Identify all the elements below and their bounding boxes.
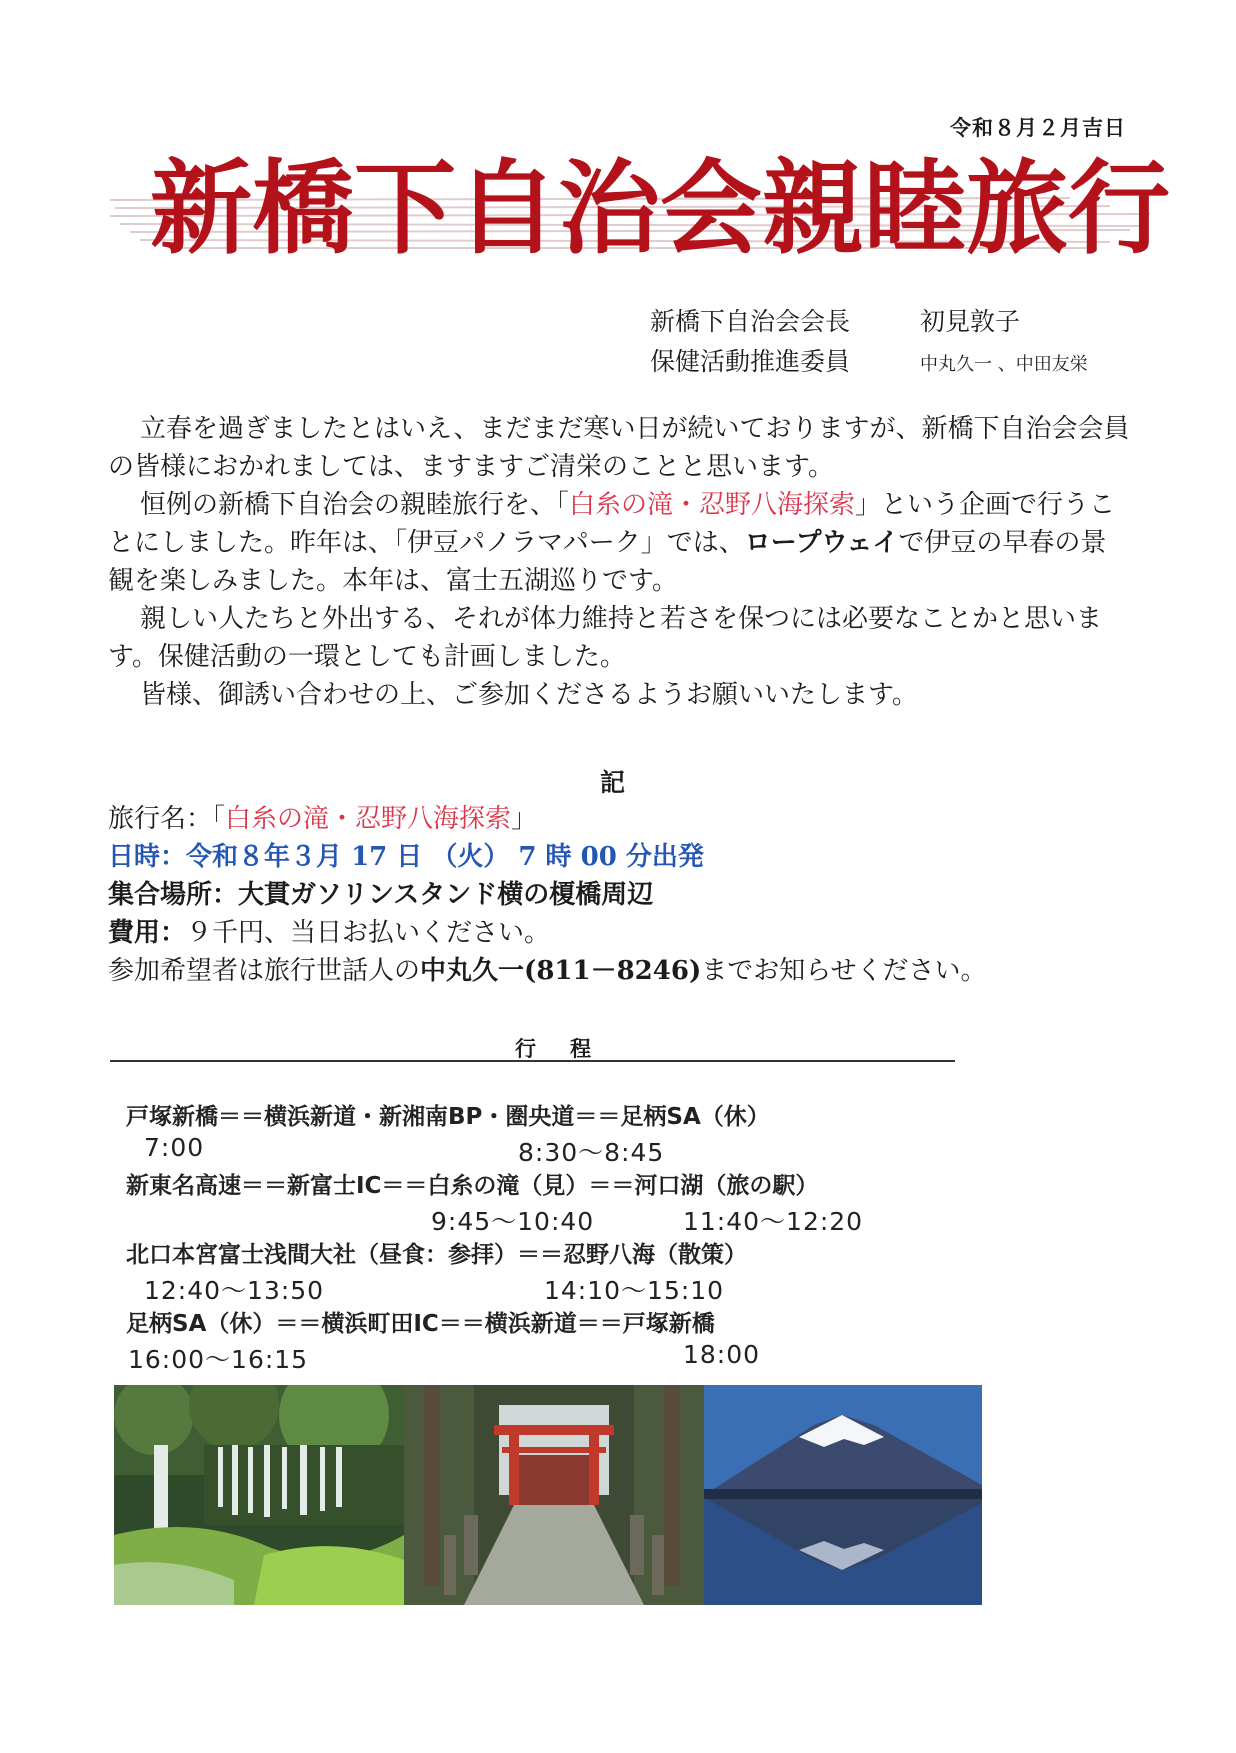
paragraph: 親しい人たちと外出する、それが体力維持と若さを保つには必要なことかと思います。保健活動の一環としても計画しました。: [108, 604, 1103, 672]
trip-name-highlight: 白糸の滝・忍野八海探索: [569, 490, 856, 520]
organizer-role: 保健活動推進委員: [650, 347, 851, 376]
time: 11:40～12:20: [683, 1207, 864, 1236]
label: 費用：: [108, 918, 187, 948]
mount-fuji-photo: [704, 1385, 982, 1605]
organizer-names: 初見敦子: [920, 307, 1021, 336]
shrine-photo: [404, 1385, 704, 1605]
waterfall-photo: [114, 1385, 404, 1605]
meeting-place-row: 集合場所：大貫ガソリンスタンド横の榎橋周辺: [108, 880, 654, 910]
time: 7:00: [144, 1133, 205, 1162]
organizer-role: 新橋下自治会会長: [650, 307, 851, 336]
route-line: 足柄SA（休）＝＝横浜町田IC＝＝横浜新道＝＝戸塚新橋: [126, 1311, 715, 1337]
time: 18:00: [683, 1340, 761, 1369]
title-banner: [110, 148, 1170, 278]
paragraph: [108, 486, 1130, 600]
contact-row: [108, 952, 1138, 990]
label: 」: [511, 804, 538, 834]
photo-strip: [114, 1385, 982, 1605]
text: で伊豆の早春の景観を楽しみました。本年は、富士五湖巡りです。: [108, 528, 1107, 596]
text: 参加希望者は旅行世話人の: [108, 956, 421, 986]
time: 9:45～10:40: [431, 1207, 595, 1236]
itinerary-heading: 行程: [515, 1036, 625, 1061]
organizer-names: 中丸久一 、中田友栄: [920, 354, 1088, 375]
datetime-row: [108, 838, 1138, 876]
time: 12:40～13:50: [144, 1276, 325, 1305]
trip-details: [108, 800, 1138, 990]
paragraph: 立春を過ぎましたとはいえ、まだまだ寒い日が続いておりますが、新橋下自治会会員の皆様におかれましては、ますますご清栄のことと思います。: [108, 414, 1130, 482]
text: 恒例の新橋下自治会の親睦旅行を、「: [140, 490, 570, 520]
time: 14:10～15:10: [544, 1276, 725, 1305]
trip-name-row: [108, 800, 1138, 838]
route-line: 戸塚新橋＝＝横浜新道・新湘南BP・圏央道＝＝足柄SA（休）: [126, 1104, 770, 1130]
divider: [110, 1060, 955, 1062]
label: 旅行名：「: [108, 804, 226, 834]
paragraph: 皆様、御誘い合わせの上、ご参加くださるようお願いいたします。: [140, 680, 918, 710]
page-title: 新橋下自治会親睦旅行: [150, 150, 1170, 269]
route-line: 北口本宮富士浅間大社（昼食：参拝）＝＝忍野八海（散策）: [126, 1242, 747, 1268]
letter-body: [108, 410, 1130, 714]
ropeway-highlight: ロープウェイ: [744, 528, 899, 558]
trip-name: 白糸の滝・忍野八海探索: [225, 804, 512, 834]
text: 」という企画で行うことにしました。昨年は、「伊豆パノラマパーク」では、: [108, 490, 1116, 558]
organizer-row: [650, 302, 1020, 338]
ki-heading: 記: [600, 768, 626, 797]
time: 16:00～16:15: [128, 1345, 309, 1374]
contact-person: 中丸久一(811－8246): [420, 956, 702, 986]
cost-value: ９千円、当日お払いください。: [186, 918, 551, 948]
route-line: 新東名高速＝＝新富士IC＝＝白糸の滝（見）＝＝河口湖（旅の駅）: [126, 1173, 819, 1199]
issue-date: 令和８月２月吉日: [950, 115, 1126, 140]
organizer-row: [650, 342, 1088, 378]
label: 日時：: [108, 842, 187, 872]
datetime-value: 令和８年３月 17 日 （火） 7 時 00 分出発: [186, 842, 704, 872]
text: までお知らせください。: [701, 956, 987, 986]
cost-row: [108, 914, 1138, 952]
time: 8:30～8:45: [518, 1138, 665, 1167]
